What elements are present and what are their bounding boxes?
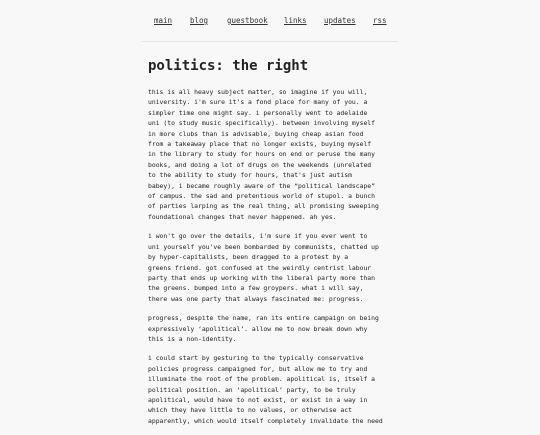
post-body (148, 87, 398, 435)
post-paragraph: i could start by gesturing to the typically conservative policies progress campaigned for, but allow me to try and illuminate the root of the problem. apolitical is, itself a political position. an ‘apolitical’ party, to be truly apolitical, would have to not exist, or exist in a way in which they have little to no values, or otherwise act apparently, which would itself completely invalidate the need (148, 354, 383, 425)
nav-link-updates[interactable]: updates (324, 16, 356, 25)
post-paragraph: progress, despite the name, ran its entire campaign on being expressively ‘apolitical’. allow me to now break down why this is a non-identity. (148, 314, 379, 343)
post-title: politics: the right (148, 58, 309, 74)
top-navigation (0, 0, 540, 42)
post-paragraph: this is all heavy subject matter, so imagine if you will, university. i'm sure it's a fond place for many of you. a simpler time one might say. i personally went to adelaide uni (to study music specifically). between involving myself in more clubs than is advisable, buying cheap asian food from a takeaway place that no longer exists, buying myself in the library to study for hours on end or peruse the many books, and doing a lot of drugs on the weekends (unrelated to the ability to study for hours, that's just autism babey), i became roughly aware of the “political landscape” of campus. the sad and pretentious world of stupol. a bunch of parties larping as the real thing, all promising sweeping foundational changes that never happened. ah yes. (148, 88, 379, 221)
nav-link-guestbook[interactable]: guestbook (227, 16, 268, 25)
nav-divider (142, 41, 398, 42)
nav-link-links[interactable]: links (284, 16, 307, 25)
nav-link-rss[interactable]: rss (373, 16, 387, 25)
nav-link-main[interactable]: main (154, 16, 173, 25)
nav-link-blog[interactable]: blog (190, 16, 209, 25)
post-paragraph: i won't go over the details, i'm sure if you ever went to uni yourself you've been bombarded by communists, chatted up by hyper-capitalists, been dragged to a protest by a greens friend. got confused at the weirdly centrist labour party that ends up working with the liberal party more than the greens. bumped into a few groypers. what i will say, there was one party that always fascinated me: progress. (148, 232, 379, 303)
